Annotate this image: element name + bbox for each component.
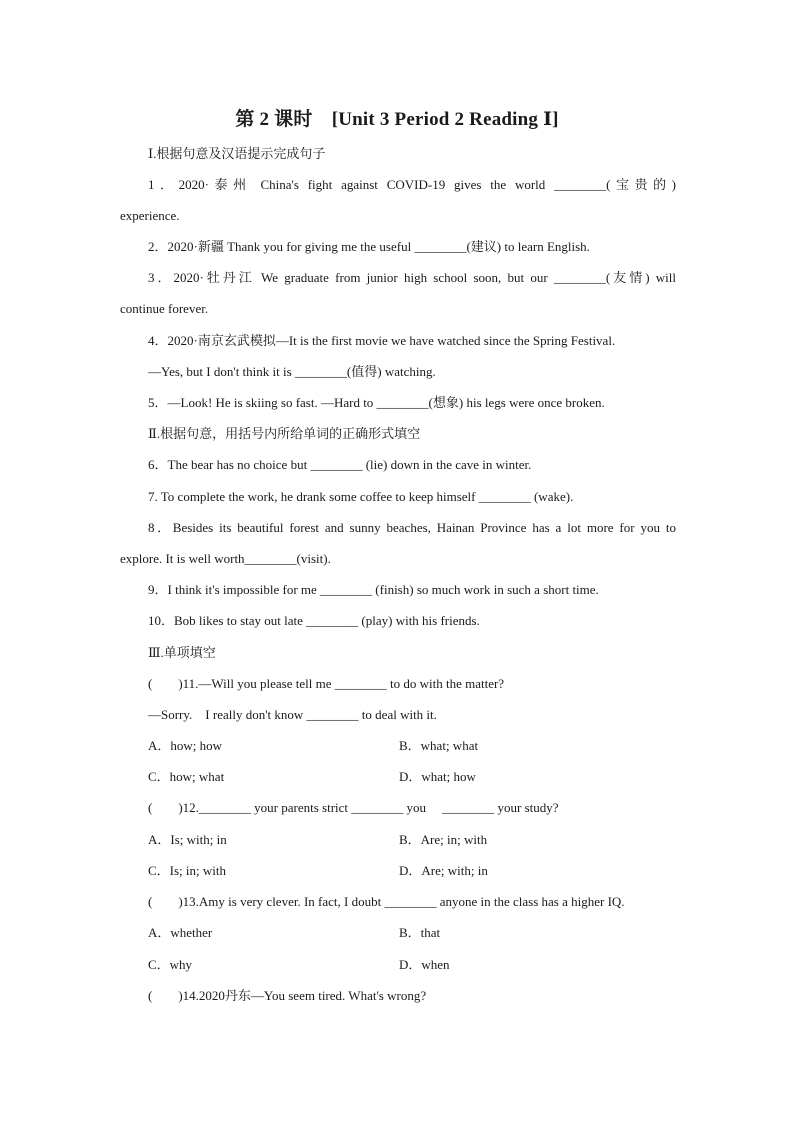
q11-option-a: A．how; how: [148, 738, 223, 753]
question-1-line-2: experience.: [120, 208, 180, 223]
section-heading-1: Ⅰ.根据句意及汉语提示完成句子: [148, 146, 326, 161]
q12-option-b: B．Are; in; with: [399, 832, 488, 847]
question-7: 7. To complete the work, he drank some coffee to keep himself ________ (wake).: [148, 489, 574, 504]
question-11-line-1: ( )11.—Will you please tell me ________ to do with the matter?: [148, 676, 505, 691]
question-3-line-1: 3．2020·牡丹江 We graduate from junior high school soon, but our ________(友情) will: [148, 270, 676, 285]
section-heading-3: Ⅲ.单项填空: [148, 645, 216, 660]
question-11-line-2: —Sorry. I really don't know ________ to deal with it.: [148, 707, 437, 722]
question-5: 5．—Look! He is skiing so fast. —Hard to ________(想象) his legs were once broken.: [148, 395, 605, 410]
question-8-line-2: explore. It is well worth________(visit).: [120, 551, 331, 566]
question-10: 10．Bob likes to stay out late ________ (play) with his friends.: [148, 613, 480, 628]
q11-option-b: B．what; what: [399, 738, 479, 753]
question-9: 9．I think it's impossible for me ________ (finish) so much work in such a short time.: [148, 582, 599, 597]
question-13: ( )13.Amy is very clever. In fact, I doubt ________ anyone in the class has a higher IQ.: [148, 894, 625, 909]
q13-option-c: C．why: [148, 957, 193, 972]
q13-option-a: A．whether: [148, 925, 213, 940]
page-title: 第 2 课时 [Unit 3 Period 2 Reading Ⅰ]: [235, 109, 559, 130]
question-1-line-1: 1．2020·泰州 China's fight against COVID-19 gives the world ________(宝贵的): [148, 177, 676, 192]
section-heading-2: Ⅱ.根据句意，用括号内所给单词的正确形式填空: [148, 426, 421, 441]
question-4-line-1: 4．2020·南京玄武模拟—It is the first movie we have watched since the Spring Festival.: [148, 333, 616, 348]
q12-option-a: A．Is; with; in: [148, 832, 227, 847]
question-14: ( )14.2020丹东—You seem tired. What's wrong?: [148, 988, 427, 1003]
q12-option-c: C．Is; in; with: [148, 863, 227, 878]
question-2: 2．2020·新疆 Thank you for giving me the useful ________(建议) to learn English.: [148, 239, 590, 254]
question-12: ( )12.________ your parents strict ________ you ________ your study?: [148, 800, 559, 815]
q13-option-d: D．when: [399, 957, 450, 972]
question-4-line-2: —Yes, but I don't think it is ________(值得) watching.: [148, 364, 436, 379]
question-8-line-1: 8．Besides its beautiful forest and sunny beaches, Hainan Province has a lot more for you to: [148, 520, 676, 535]
question-6: 6．The bear has no choice but ________ (lie) down in the cave in winter.: [148, 457, 532, 472]
q11-option-c: C．how; what: [148, 769, 225, 784]
q12-option-d: D．Are; with; in: [399, 863, 488, 878]
question-3-line-2: continue forever.: [120, 301, 209, 316]
q11-option-d: D．what; how: [399, 769, 476, 784]
q13-option-b: B．that: [399, 925, 441, 940]
